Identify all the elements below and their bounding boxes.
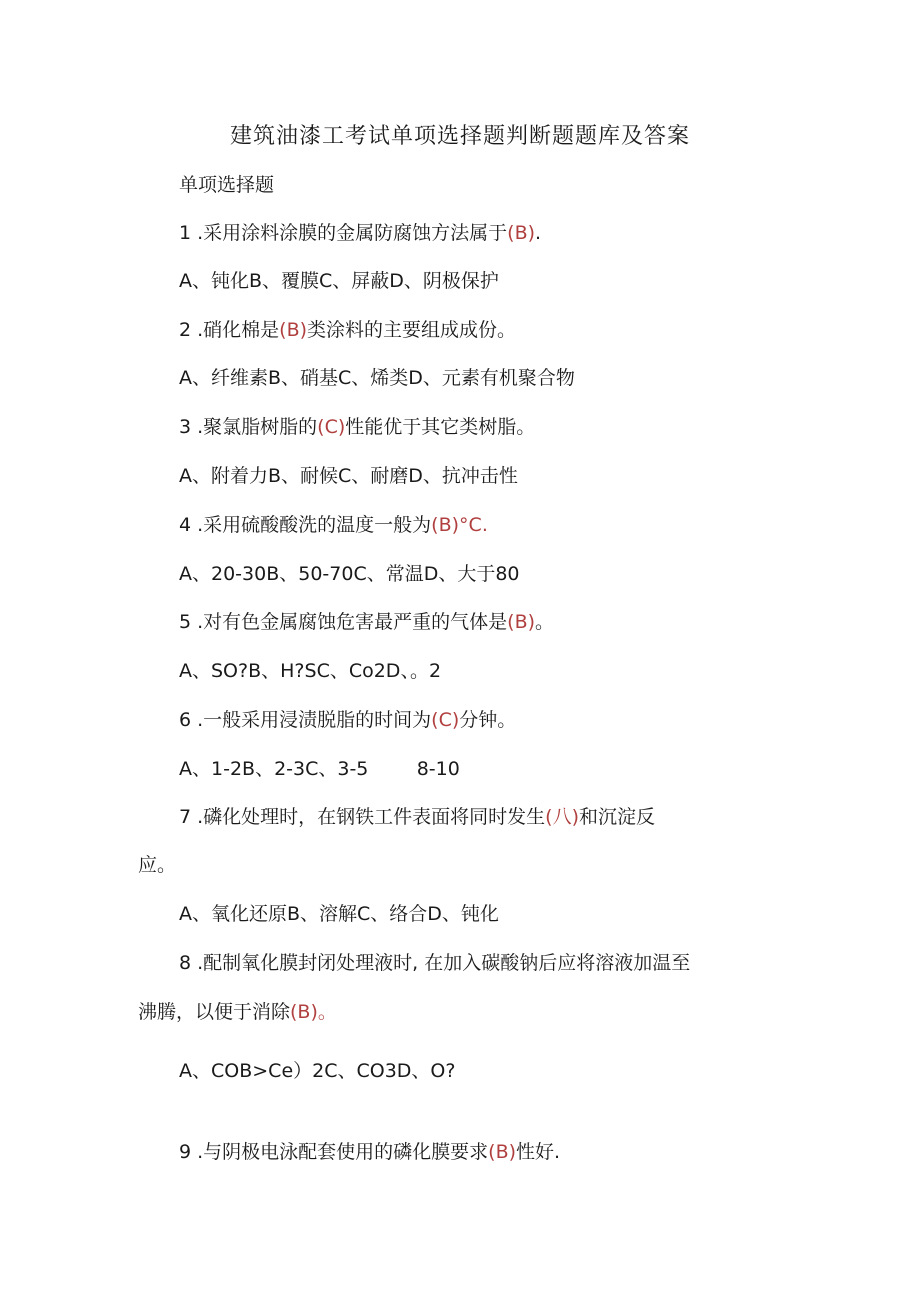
question-text: 7 .磷化处理时，在钢铁工件表面将同时发生: [179, 806, 546, 828]
options-7: A、氧化还原B、溶解C、络合D、钝化: [179, 903, 499, 925]
options-2: A、纤维素B、硝基C、烯类D、元素有机聚合物: [179, 367, 575, 389]
question-1: [179, 218, 541, 248]
question-text: 沸腾，以便于消除: [138, 1001, 291, 1023]
question-4: [179, 510, 488, 540]
options-4: A、20-30B、50-70C、常温D、大于80: [179, 563, 520, 585]
question-text-tail: .: [535, 222, 542, 244]
answer-mark: (B): [507, 222, 536, 244]
question-7-continuation: 应。: [138, 854, 177, 876]
question-3: [179, 412, 535, 442]
question-text-tail: 。: [317, 1001, 337, 1023]
answer-mark: (八): [545, 806, 579, 828]
answer-mark: (C): [431, 709, 460, 731]
question-text-tail: 。: [535, 611, 555, 633]
answer-mark: (C): [317, 416, 346, 438]
question-text: 1 .采用涂料涂膜的金属防腐蚀方法属于: [179, 222, 508, 244]
question-text: 6 .一般采用浸渍脱脂的时间为: [179, 709, 432, 731]
question-text-tail: °C.: [459, 514, 488, 536]
question-text-tail: 性好.: [516, 1141, 561, 1163]
question-text: 9 .与阴极电泳配套使用的磷化膜要求: [179, 1141, 489, 1163]
document-title: 建筑油漆工考试单项选择题判断题题库及答案: [229, 124, 690, 149]
question-8-continuation: [138, 997, 337, 1027]
question-text: 5 .对有色金属腐蚀危害最严重的气体是: [179, 611, 508, 633]
question-7: [179, 802, 655, 832]
answer-mark: (B): [290, 1001, 318, 1023]
question-8: 8 .配制氧化膜封闭处理液时, 在加入碳酸钠后应将溶液加温至: [179, 952, 691, 974]
question-text-tail: 类涂料的主要组成成份。: [307, 319, 517, 341]
answer-mark: (B): [488, 1141, 517, 1163]
question-2: [179, 315, 516, 345]
question-text: 2 .硝化棉是: [179, 319, 280, 341]
question-text-tail: 和沉淀反: [579, 806, 656, 828]
options-1: A、钝化B、覆膜C、屏蔽D、阴极保护: [179, 270, 499, 292]
options-5: A、SO?B、H?SC、Co2D、。2: [179, 660, 442, 682]
question-6: [179, 705, 516, 735]
question-text: 4 .采用硫酸酸洗的温度一般为: [179, 514, 432, 536]
options-8: A、COB>Ce）2C、CO3D、O?: [179, 1060, 456, 1082]
options-3: A、附着力B、耐候C、耐磨D、抗冲击性: [179, 465, 518, 487]
answer-mark: (B): [279, 319, 308, 341]
question-9: [179, 1137, 560, 1167]
question-text-tail: 分钟。: [459, 709, 517, 731]
options-6: A、1-2B、2-3C、3-5 8-10: [179, 758, 460, 780]
section-heading: 单项选择题: [179, 174, 275, 196]
answer-mark: (B): [507, 611, 536, 633]
answer-mark: (B): [431, 514, 460, 536]
question-text-tail: 性能优于其它类树脂。: [345, 416, 536, 438]
question-5: [179, 607, 554, 637]
question-text: 3 .聚氯脂树脂的: [179, 416, 318, 438]
